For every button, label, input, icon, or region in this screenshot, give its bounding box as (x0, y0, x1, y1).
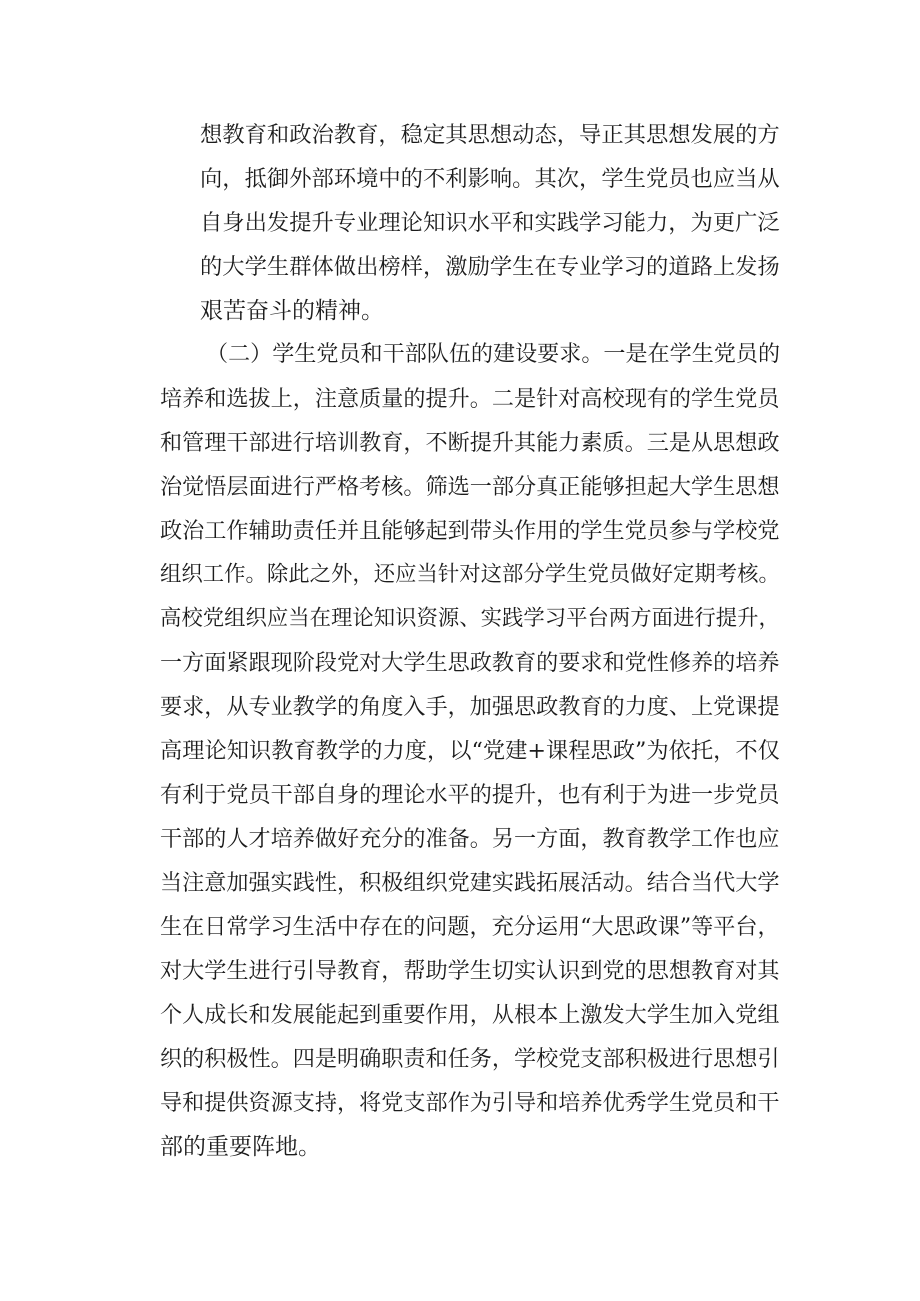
paragraph-line: 政治工作辅助责任并且能够起到带头作用的学生党员参与学校党 (160, 518, 780, 544)
paragraph-line: 导和提供资源支持，将党支部作为引导和培养优秀学生党员和干 (160, 1090, 780, 1116)
paragraph-line: 干部的人才培养做好充分的准备。另一方面，教育教学工作也应 (160, 826, 780, 852)
paragraph-line: 织的积极性。四是明确职责和任务，学校党支部积极进行思想引 (160, 1046, 780, 1072)
quote-line-3: 自身出发提升专业理论知识水平和实践学习能力，为更广泛 (200, 210, 780, 236)
paragraph-line: 培养和选拔上，注意质量的提升。二是针对高校现有的学生党员 (160, 386, 780, 412)
quote-line-1: 想教育和政治教育，稳定其思想动态，导正其思想发展的方 (200, 122, 780, 148)
paragraph-line: 对大学生进行引导教育，帮助学生切实认识到党的思想教育对其 (160, 958, 780, 984)
paragraph-line: 有利于党员干部自身的理论水平的提升，也有利于为进一步党员 (160, 782, 780, 808)
paragraph-line: 高理论知识教育教学的力度，以“党建+课程思政”为依托，不仅 (160, 738, 780, 764)
paragraph-line: 组织工作。除此之外，还应当针对这部分学生党员做好定期考核。 (160, 562, 780, 587)
paragraph-line: 高校党组织应当在理论知识资源、实践学习平台两方面进行提升， (160, 606, 780, 631)
quote-line-5: 艰苦奋斗的精神。 (200, 298, 384, 324)
paragraph-line: 部的重要阵地。 (160, 1134, 321, 1160)
paragraph-line: 当注意加强实践性，积极组织党建实践拓展活动。结合当代大学 (160, 870, 780, 896)
paragraph-line: 和管理干部进行培训教育，不断提升其能力素质。三是从思想政 (160, 430, 780, 456)
paragraph-line: 治觉悟层面进行严格考核。筛选一部分真正能够担起大学生思想 (160, 474, 780, 500)
paragraph-line: 生在日常学习生活中存在的问题，充分运用“大思政课”等平台， (160, 914, 780, 940)
paragraph-line: 一方面紧跟现阶段党对大学生思政教育的要求和党性修养的培养 (160, 650, 780, 676)
quote-line-4: 的大学生群体做出榜样，激励学生在专业学习的道路上发扬 (200, 254, 780, 280)
quote-line-2: 向，抵御外部环境中的不利影响。其次，学生党员也应当从 (200, 166, 780, 192)
paragraph-line: 个人成长和发展能起到重要作用，从根本上激发大学生加入党组 (160, 1002, 780, 1028)
paragraph-line: 要求，从专业教学的角度入手，加强思政教育的力度、上党课提 (160, 694, 780, 720)
section-heading-line: （二）学生党员和干部队伍的建设要求。一是在学生党员的 (206, 342, 781, 367)
